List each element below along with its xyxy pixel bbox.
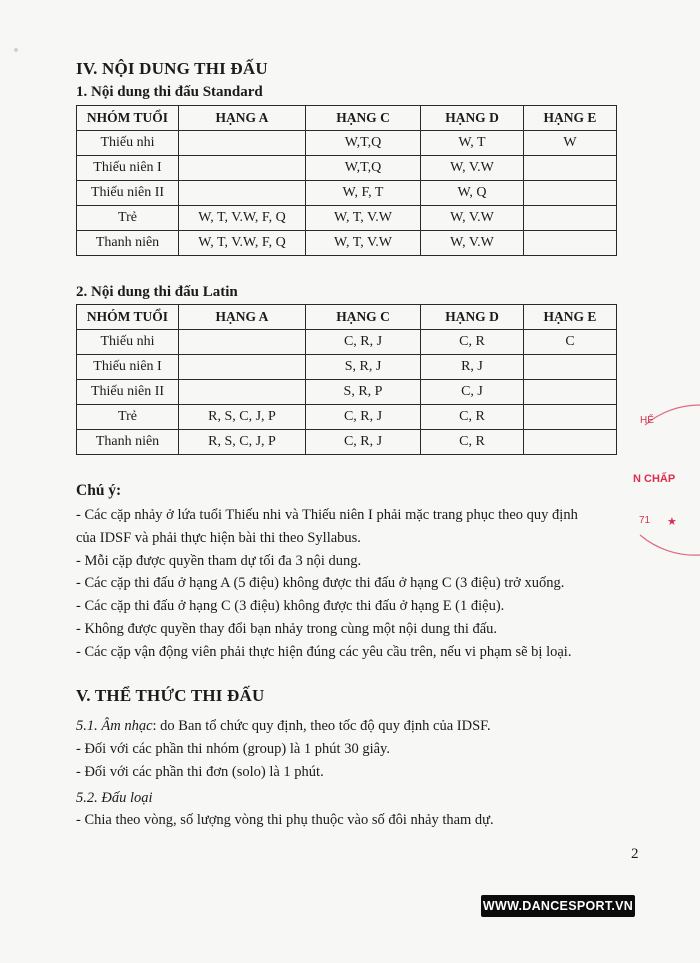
table-row [77, 405, 617, 430]
standard-table [76, 105, 617, 256]
cell: W, T, V.W [306, 206, 421, 231]
standard-heading: 1. Nội dung thi đấu Standard [76, 84, 263, 100]
table-row [77, 430, 617, 455]
table-row [77, 231, 617, 256]
col-header: NHÓM TUỔI [77, 305, 179, 330]
cell: C, R [421, 330, 524, 355]
note-line: của IDSF và phải thực hiện bài thi theo Syllabus. [76, 530, 361, 546]
cell: R, S, C, J, P [179, 405, 306, 430]
red-stamp-icon [625, 395, 700, 570]
table-row [77, 156, 617, 181]
stamp-text-top: HỂ [640, 415, 654, 426]
cell: Thiếu niên I [77, 355, 179, 380]
stamp-star: ★ [667, 516, 677, 528]
cell [524, 355, 617, 380]
cell [179, 330, 306, 355]
elimination-label: 5.2. Đấu loại [76, 790, 153, 806]
cell: W, Q [421, 181, 524, 206]
cell: C, R, J [306, 405, 421, 430]
note-line: - Không được quyền thay đổi bạn nhảy trong cùng một nội dung thi đấu. [76, 621, 498, 637]
cell: W, T, V.W, F, Q [179, 231, 306, 256]
table-row [77, 355, 617, 380]
music-detail-line: - Đối với các phần thi đơn (solo) là 1 phút. [76, 764, 324, 780]
cell: W, V.W [421, 206, 524, 231]
cell: C, R [421, 430, 524, 455]
cell [179, 156, 306, 181]
table-header-row [77, 305, 617, 330]
cell [179, 355, 306, 380]
cell: W, V.W [421, 231, 524, 256]
page-number: 2 [631, 846, 639, 862]
col-header: HẠNG A [179, 305, 306, 330]
cell: Thiếu niên I [77, 156, 179, 181]
cell: C, R, J [306, 430, 421, 455]
cell: W, T, V.W, F, Q [179, 206, 306, 231]
col-header: HẠNG E [524, 106, 617, 131]
cell [524, 231, 617, 256]
cell: W [524, 131, 617, 156]
cell: W,T,Q [306, 156, 421, 181]
cell: Thiếu niên II [77, 181, 179, 206]
cell: W, T, V.W [306, 231, 421, 256]
cell [179, 131, 306, 156]
latin-table [76, 304, 617, 455]
notes-title: Chú ý: [76, 482, 122, 499]
col-header: HẠNG D [421, 106, 524, 131]
table-row [77, 181, 617, 206]
cell: Trẻ [77, 405, 179, 430]
note-line: - Các cặp vận động viên phải thực hiện đúng các yêu cầu trên, nếu vi phạm sẽ bị loại. [76, 644, 572, 660]
table-row [77, 131, 617, 156]
cell [524, 181, 617, 206]
cell: Thanh niên [77, 430, 179, 455]
cell: Thiếu nhi [77, 330, 179, 355]
cell [524, 430, 617, 455]
table-row [77, 380, 617, 405]
col-header: HẠNG C [306, 106, 421, 131]
table-header-row [77, 106, 617, 131]
cell: W, V.W [421, 156, 524, 181]
table-row [77, 206, 617, 231]
cell [179, 181, 306, 206]
col-header: HẠNG C [306, 305, 421, 330]
music-label: 5.1. Âm nhạc [76, 718, 153, 734]
scan-mark [14, 48, 18, 52]
cell: R, J [421, 355, 524, 380]
cell [524, 380, 617, 405]
section-iv-heading: IV. NỘI DUNG THI ĐẤU [76, 59, 268, 78]
watermark-badge: WWW.DANCESPORT.VN [481, 895, 635, 917]
cell: W,T,Q [306, 131, 421, 156]
cell: C [524, 330, 617, 355]
cell: S, R, J [306, 355, 421, 380]
music-text: : do Ban tổ chức quy định, theo tốc độ quy định của IDSF. [152, 718, 491, 734]
col-header: HẠNG A [179, 106, 306, 131]
cell: R, S, C, J, P [179, 430, 306, 455]
cell: C, R, J [306, 330, 421, 355]
cell: Thanh niên [77, 231, 179, 256]
cell: C, J [421, 380, 524, 405]
music-line [76, 718, 491, 735]
note-line: - Mỗi cặp được quyền tham dự tối đa 3 nội dung. [76, 553, 362, 569]
cell: W, T [421, 131, 524, 156]
cell [524, 405, 617, 430]
col-header: HẠNG D [421, 305, 524, 330]
cell [524, 206, 617, 231]
note-line: - Các cặp thi đấu ở hạng A (5 điệu) không được thi đấu ở hạng C (3 điệu) trở xuống. [76, 575, 565, 591]
col-header: NHÓM TUỔI [77, 106, 179, 131]
cell: Thiếu niên II [77, 380, 179, 405]
cell [179, 380, 306, 405]
elimination-text: - Chia theo vòng, số lượng vòng thi phụ thuộc vào số đôi nhảy tham dự. [76, 812, 494, 828]
cell: C, R [421, 405, 524, 430]
cell: W, F, T [306, 181, 421, 206]
music-detail-line: - Đối với các phần thi nhóm (group) là 1 phút 30 giây. [76, 741, 390, 757]
stamp-text-bottom: 71 [639, 515, 651, 526]
col-header: HẠNG E [524, 305, 617, 330]
cell: Trẻ [77, 206, 179, 231]
section-v-heading: V. THỂ THỨC THI ĐẤU [76, 686, 265, 705]
latin-heading: 2. Nội dung thi đấu Latin [76, 284, 238, 300]
stamp-text-middle: N CHẤP [633, 473, 676, 485]
note-line: - Các cặp nhảy ở lứa tuổi Thiếu nhi và Thiếu niên I phải mặc trang phục theo quy định [76, 507, 578, 523]
table-row [77, 330, 617, 355]
cell: Thiếu nhi [77, 131, 179, 156]
note-line: - Các cặp thi đấu ở hạng C (3 điệu) không được thi đấu ở hạng E (1 điệu). [76, 598, 505, 614]
cell: S, R, P [306, 380, 421, 405]
cell [524, 156, 617, 181]
